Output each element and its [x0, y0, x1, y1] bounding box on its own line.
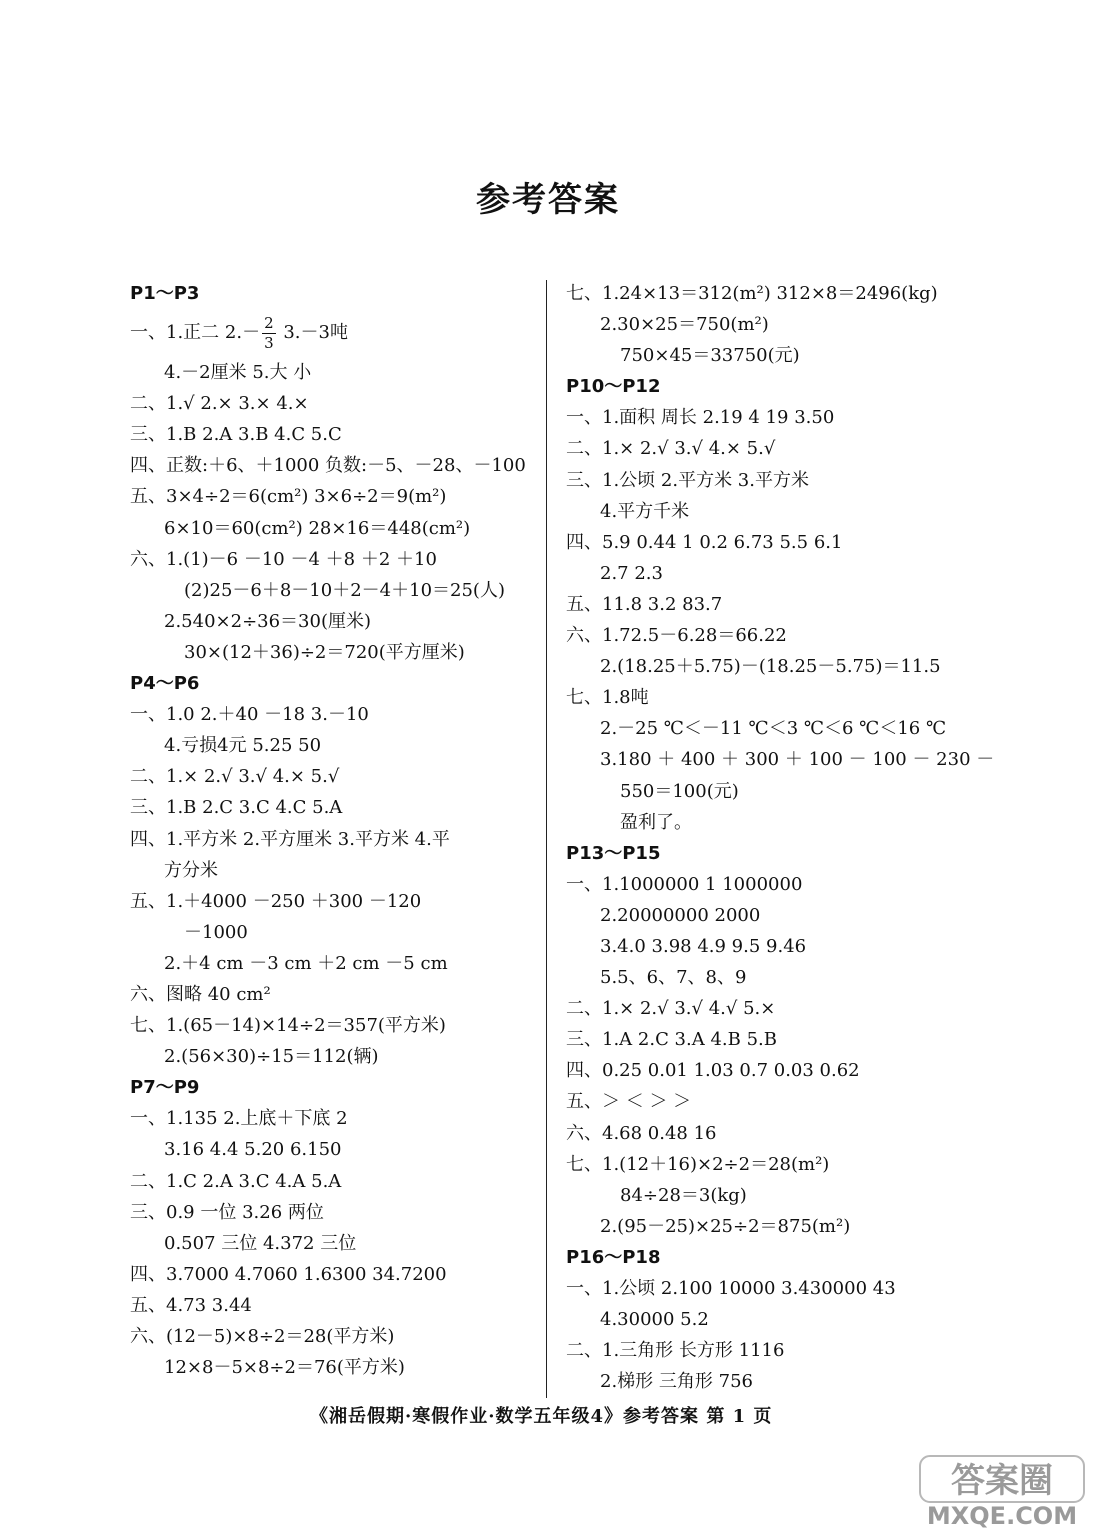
fraction: [262, 313, 276, 352]
answer-line: 四、0.25 0.01 1.03 0.7 0.03 0.62: [566, 1060, 860, 1082]
answer-line: 五、4.73 3.44: [130, 1294, 252, 1316]
section-heading: P4～P6: [130, 673, 200, 695]
answer-line: 二、1.√ 2.× 3.× 4.×: [130, 393, 309, 415]
svg-text:答案圈: 答案圈: [951, 1461, 1053, 1501]
answer-line: 一、1.1000000 1 1000000: [566, 873, 803, 895]
answer-line: 2.梯形 三角形 756: [600, 1371, 753, 1393]
answer-line: 30×(12＋36)÷2＝720(平方厘米): [184, 641, 465, 663]
answer-line: 4.亏损4元 5.25 50: [164, 735, 322, 757]
answer-line: 二、1.C 2.A 3.C 4.A 5.A: [130, 1170, 342, 1192]
answer-line: 六、图略 40 cm²: [130, 983, 271, 1005]
answer-line: 六、4.68 0.48 16: [566, 1122, 717, 1144]
answer-line: 84÷28＝3(kg): [620, 1184, 747, 1206]
answer-line: 七、1.(65－14)×14÷2＝357(平方米): [130, 1015, 446, 1037]
section-heading: P7～P9: [130, 1077, 200, 1099]
answer-line: 四、正数:＋6、＋1000 负数:－5、－28、－100: [130, 455, 526, 477]
answer-line: 三、1.B 2.C 3.C 4.C 5.A: [130, 797, 343, 819]
answer-line: 2.(95－25)×25÷2＝875(m²): [600, 1215, 851, 1237]
answer-line: 750×45＝33750(元): [620, 345, 800, 367]
section-heading: P16～P18: [566, 1246, 661, 1268]
answer-line: 三、0.9 一位 3.26 两位: [130, 1201, 324, 1223]
fraction-numerator: 2: [264, 313, 274, 332]
section-heading: P1～P3: [130, 283, 200, 304]
answer-line: 3.4.0 3.98 4.9 9.5 9.46: [600, 935, 807, 957]
answer-line: 三、1.公顷 2.平方米 3.平方米: [566, 469, 809, 491]
section-heading: P10～P12: [566, 376, 661, 398]
page-title: 参考答案: [476, 180, 620, 220]
answer-line: (2)25－6＋8－10＋2－4＋10＝25(人): [184, 579, 505, 601]
answer-line: 550＝100(元): [620, 780, 739, 802]
answer-line: 七、1.24×13＝312(m²) 312×8＝2496(kg): [566, 283, 938, 304]
answer-line: 五、1.＋4000 －250 ＋300 －120: [130, 890, 422, 912]
answer-column-left: [130, 278, 540, 1383]
answer-line: 2.＋4 cm －3 cm ＋2 cm －5 cm: [164, 952, 448, 974]
answer-line: 6×10＝60(cm²) 28×16＝448(cm²): [164, 517, 471, 539]
answer-line: 五、＞ ＜ ＞ ＞: [566, 1091, 692, 1113]
watermark-icon: [918, 1452, 1086, 1530]
answer-line: －1000: [184, 921, 248, 943]
answer-line: 二、1.× 2.√ 3.√ 4.× 5.√: [130, 766, 340, 788]
answer-line: 2.20000000 2000: [600, 904, 761, 926]
answer-line: 五、11.8 3.2 83.7: [566, 593, 723, 615]
answer-column-right: [566, 278, 995, 1397]
section-heading: P13～P15: [566, 842, 661, 864]
answer-line: 4.30000 5.2: [600, 1309, 709, 1331]
answer-line: 六、1.72.5－6.28＝66.22: [566, 625, 787, 647]
watermark-logo: [918, 1452, 1086, 1530]
answer-line: 2.(18.25＋5.75)－(18.25－5.75)＝11.5: [600, 656, 941, 678]
answer-line: 二、1.× 2.√ 3.√ 4.× 5.√: [566, 438, 776, 460]
answer-line: 七、1.(12＋16)×2÷2＝28(m²): [566, 1153, 830, 1175]
answer-line: 4.平方千米: [600, 500, 690, 522]
answer-line: 四、1.平方米 2.平方厘米 3.平方米 4.平: [130, 828, 450, 850]
answer-line: 二、1.三角形 长方形 1116: [566, 1340, 785, 1362]
answer-line: 三、1.A 2.C 3.A 4.B 5.B: [566, 1029, 777, 1051]
answer-text: 3.－3吨: [277, 322, 348, 344]
answer-line: 七、1.8吨: [566, 687, 649, 709]
answer-line: 0.507 三位 4.372 三位: [164, 1232, 357, 1254]
answer-line: 12×8－5×8÷2＝76(平方米): [164, 1357, 405, 1379]
answer-line: 2.30×25＝750(m²): [600, 314, 769, 336]
column-divider: [546, 280, 547, 1398]
answer-line: 一、1.面积 周长 2.19 4 19 3.50: [566, 407, 835, 429]
answer-line: 六、(12－5)×8÷2＝28(平方米): [130, 1326, 395, 1347]
answer-line: 三、1.B 2.A 3.B 4.C 5.C: [130, 424, 342, 446]
answer-line: 2.7 2.3: [600, 562, 663, 584]
answer-line: 四、3.7000 4.7060 1.6300 34.7200: [130, 1263, 447, 1285]
answer-line: 一、1.公顷 2.100 10000 3.430000 43: [566, 1278, 896, 1299]
answer-line: 4.－2厘米 5.大 小: [164, 362, 312, 384]
answer-line: 一、1.0 2.＋40 －18 3.－10: [130, 704, 369, 726]
page-footer: 《湘岳假期·寒假作业·数学五年级4》参考答案 第 1 页: [310, 1406, 773, 1427]
answer-line: 五、3×4÷2＝6(cm²) 3×6÷2＝9(m²): [130, 486, 447, 508]
answer-line: 3.180 ＋ 400 ＋ 300 ＋ 100 － 100 － 230 －: [600, 749, 995, 771]
answer-line: 四、5.9 0.44 1 0.2 6.73 5.5 6.1: [566, 531, 843, 553]
answer-line: 二、1.× 2.√ 3.√ 4.√ 5.×: [566, 998, 776, 1020]
fraction-denominator: 3: [264, 333, 274, 352]
answer-line: 盈利了。: [620, 811, 692, 833]
answer-text: 一、1.正二 2.－: [130, 322, 261, 344]
answer-line: 2.－25 ℃＜－11 ℃＜3 ℃＜6 ℃＜16 ℃: [600, 718, 947, 740]
answer-line: 5.5、6、7、8、9: [600, 967, 747, 989]
answer-line: 2.(56×30)÷15＝112(辆): [164, 1046, 379, 1068]
answer-line: 六、1.(1)－6 －10 －4 ＋8 ＋2 ＋10: [130, 548, 437, 570]
answer-line: 3.16 4.4 5.20 6.150: [164, 1139, 342, 1161]
svg-text:MXQE.COM: MXQE.COM: [926, 1502, 1078, 1530]
answer-line: 2.540×2÷36＝30(厘米): [164, 610, 371, 632]
answer-line: 方分米: [164, 859, 218, 881]
answer-line: 一、1.135 2.上底＋下底 2: [130, 1108, 348, 1130]
answer-line: [130, 309, 540, 357]
